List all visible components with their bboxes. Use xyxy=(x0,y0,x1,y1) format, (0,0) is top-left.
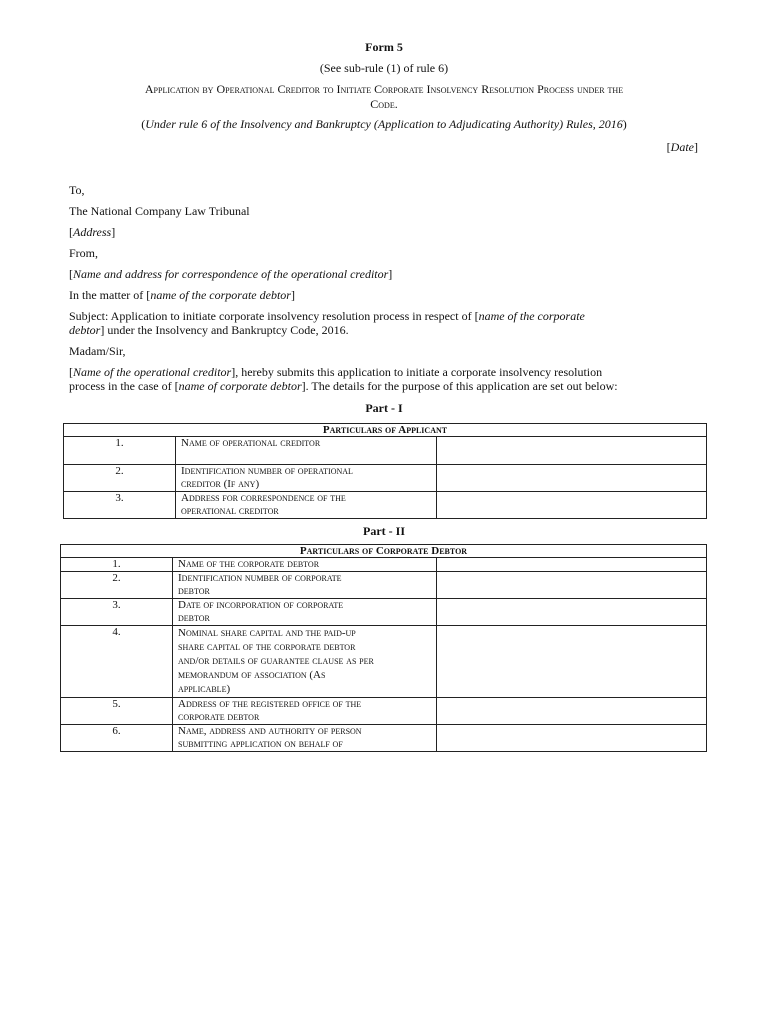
row-label-line: and/or details of guarantee clause as per xyxy=(178,655,374,667)
row-value xyxy=(437,599,707,626)
row-label-line: Name, address and authority of person xyxy=(178,725,362,737)
from-detail-close: ] xyxy=(388,267,393,281)
row-label-line: Date of incorporation of corporate xyxy=(178,599,344,611)
rule-reference: (See sub-rule (1) of rule 6) xyxy=(319,61,449,75)
row-label-line: Name of operational creditor xyxy=(181,437,321,449)
under-rule-open: ( xyxy=(141,117,146,131)
row-label-line: operational creditor xyxy=(181,505,279,517)
matter-close: ] xyxy=(290,288,295,302)
row-label-line: submitting application on behalf of xyxy=(178,738,343,750)
subject-line1 xyxy=(69,309,585,324)
row-label-line: debtor xyxy=(178,585,210,597)
debtor-table-title: Particulars of Corporate Debtor xyxy=(61,545,707,558)
from-detail-text: Name and address for correspondence of the operational creditor xyxy=(73,267,389,281)
date-placeholder xyxy=(667,140,698,155)
row-label xyxy=(173,599,437,626)
subject-italic1: name of the corporate xyxy=(478,309,585,323)
table-row xyxy=(64,492,707,519)
row-value xyxy=(437,465,707,492)
row-label xyxy=(173,698,437,725)
row-label xyxy=(176,437,437,465)
row-value xyxy=(437,572,707,599)
row-label xyxy=(173,626,437,698)
body2-italic: name of corporate debtor xyxy=(178,379,302,393)
table-row xyxy=(61,725,707,752)
matter-line xyxy=(69,288,295,303)
row-label-line: share capital of the corporate debtor xyxy=(178,641,356,653)
row-number: 1. xyxy=(64,437,176,465)
row-number: 1. xyxy=(61,558,173,572)
row-number: 2. xyxy=(61,572,173,599)
row-label xyxy=(173,725,437,752)
body1-italic: Name of the operational creditor xyxy=(73,365,232,379)
creditor-details xyxy=(69,267,392,282)
address-open: [ xyxy=(69,225,73,239)
row-label-line: applicable) xyxy=(178,683,231,695)
row-number: 6. xyxy=(61,725,173,752)
row-value xyxy=(437,437,707,465)
address-text: Address xyxy=(73,225,112,239)
row-value xyxy=(437,725,707,752)
row-label-line: Identification number of corporate xyxy=(178,572,342,584)
row-number: 3. xyxy=(61,599,173,626)
under-rule-note xyxy=(0,117,768,132)
row-label-line: corporate debtor xyxy=(178,711,260,723)
row-label xyxy=(173,558,437,572)
row-number: 3. xyxy=(64,492,176,519)
body-line2 xyxy=(69,379,618,394)
salutation: Madam/Sir, xyxy=(69,344,126,358)
row-value xyxy=(437,626,707,698)
subject-prefix: Subject: Application to initiate corporate insolvency resolution process in respect of [ xyxy=(69,309,479,323)
date-text: Date xyxy=(670,140,694,154)
body1-open: [ xyxy=(69,365,73,379)
date-open: [ xyxy=(666,140,671,154)
subject-italic2: debtor xyxy=(69,323,101,337)
body2-prefix: process in the case of [ xyxy=(69,379,179,393)
row-number: 5. xyxy=(61,698,173,725)
subject-line2 xyxy=(69,323,349,338)
address-close: ] xyxy=(111,225,116,239)
table-row xyxy=(61,599,707,626)
body1-suffix: ], hereby submits this application to initiate a corporate insolvency resolution xyxy=(231,365,603,379)
part2-heading: Part - II xyxy=(363,524,405,538)
from-detail-open: [ xyxy=(69,267,73,281)
row-label-line: Name of the corporate debtor xyxy=(178,558,320,570)
row-value xyxy=(437,492,707,519)
subject-suffix: ] under the Insolvency and Bankruptcy Code, 2016. xyxy=(100,323,349,337)
table-row xyxy=(61,572,707,599)
under-rule-text: Under rule 6 of the Insolvency and Bankruptcy (Application to Adjudicating Authority) Rules, 2016 xyxy=(145,117,623,131)
row-number: 4. xyxy=(61,626,173,698)
row-label-line: Identification number of operational xyxy=(181,465,353,477)
matter-text: name of the corporate debtor xyxy=(150,288,291,302)
table-row xyxy=(61,626,707,698)
row-label-line: Address for correspondence of the xyxy=(181,492,346,504)
debtor-table xyxy=(60,544,707,752)
application-title-line2: Code. xyxy=(370,97,398,111)
part1-heading: Part - I xyxy=(365,401,403,415)
row-value xyxy=(437,698,707,725)
row-label-line: Address of the registered office of the xyxy=(178,698,362,710)
letter-to: To, xyxy=(69,183,85,197)
row-label xyxy=(176,492,437,519)
application-title-line1: Application by Operational Creditor to Initiate Corporate Insolvency Resolution Process under the xyxy=(144,82,624,96)
row-value xyxy=(437,558,707,572)
row-label xyxy=(173,572,437,599)
table-row xyxy=(61,698,707,725)
under-rule-close: ) xyxy=(622,117,627,131)
matter-prefix: In the matter of [ xyxy=(69,288,151,302)
row-number: 2. xyxy=(64,465,176,492)
date-close: ] xyxy=(694,140,698,154)
row-label xyxy=(176,465,437,492)
tribunal-address xyxy=(69,225,115,240)
form-title: Form 5 xyxy=(365,40,403,54)
row-label-line: memorandum of association (As xyxy=(178,669,326,681)
row-label-line: debtor xyxy=(178,612,210,624)
table-row xyxy=(64,465,707,492)
tribunal-name: The National Company Law Tribunal xyxy=(69,204,250,218)
letter-from: From, xyxy=(69,246,99,260)
row-label-line: creditor (If any) xyxy=(181,478,260,490)
body2-suffix: ]. The details for the purpose of this application are set out below: xyxy=(301,379,618,393)
row-label-line: Nominal share capital and the paid-up xyxy=(178,627,356,639)
applicant-table-title: Particulars of Applicant xyxy=(64,424,707,437)
body-line1 xyxy=(69,365,602,380)
table-row xyxy=(64,437,707,465)
applicant-table xyxy=(63,423,707,519)
table-row xyxy=(61,558,707,572)
